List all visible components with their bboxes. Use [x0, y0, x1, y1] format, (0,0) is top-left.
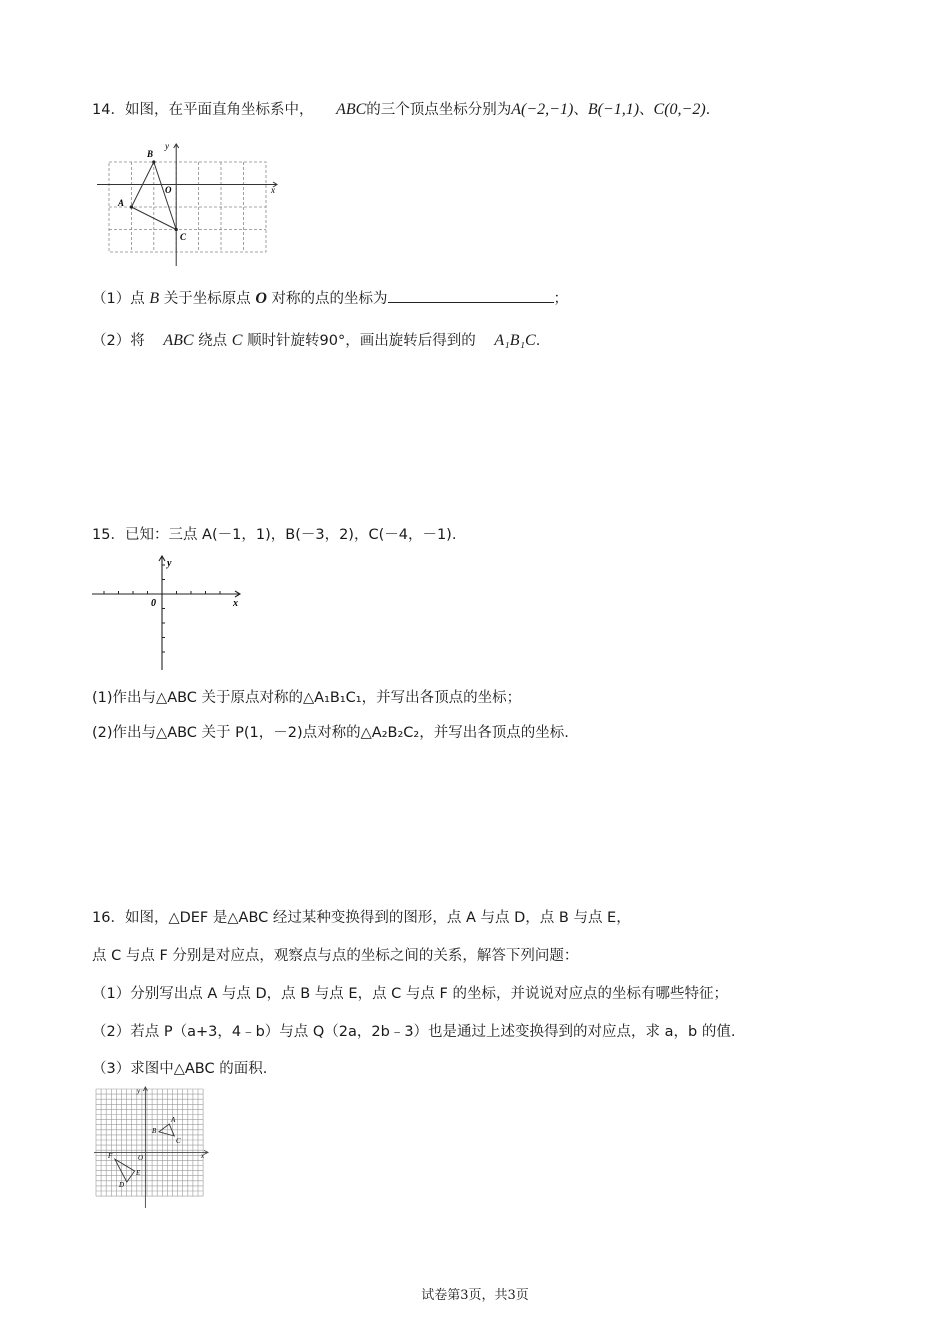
- q16-origin-label: O: [138, 1154, 144, 1162]
- q16-label-e: E: [136, 1169, 141, 1177]
- q16-line2: 点 C 与点 F 分别是对应点，观察点与点的坐标之间的关系，解答下列问题：: [92, 948, 579, 964]
- q14-coordinate-graph: [95, 140, 285, 270]
- q16-label-f: F: [108, 1152, 113, 1160]
- q16-part1: （1）分别写出点 A 与点 D，点 B 与点 E，点 C 与点 F 的坐标，并说说对应点的坐标有哪些特征；: [92, 986, 728, 1002]
- q16-y-label: y: [137, 1087, 141, 1095]
- q15-part1: (1)作出与△ABC 关于原点对称的△A₁B₁C₁，并写出各顶点的坐标；: [92, 690, 522, 706]
- q16-label-b: B: [152, 1127, 157, 1135]
- q15-y-label: y: [167, 558, 172, 569]
- q15-stem: 15．已知：三点 A(－1，1)，B(－3，2)，C(－4，－1).: [92, 527, 457, 543]
- q14-label-c: C: [180, 232, 187, 242]
- q14-label-a: A: [118, 198, 125, 208]
- q14-origin-label: O: [165, 185, 172, 195]
- q16-label-a: A: [171, 1116, 176, 1124]
- q14-x-label: x: [271, 185, 275, 195]
- q14-stem: 14．如图，在平面直角坐标系中， ABC的三个顶点坐标分别为A(−2,−1)、B(−1,1)、C(0,−2).: [92, 101, 711, 118]
- q15-coordinate-axes: [90, 552, 250, 674]
- q16-label-c: C: [176, 1137, 181, 1145]
- q15-x-label: x: [233, 598, 238, 609]
- q16-part3: （3）求图中△ABC 的面积.: [92, 1061, 268, 1077]
- q16-line1: 16．如图，△DEF 是△ABC 经过某种变换得到的图形，点 A 与点 D，点 B 与点 E，: [92, 910, 631, 926]
- q16-label-d: D: [119, 1181, 125, 1189]
- q14-answer-blank: [388, 288, 554, 303]
- q16-grid: [96, 1089, 203, 1196]
- q16-coordinate-graph: [92, 1085, 212, 1210]
- q16-x-label: x: [201, 1152, 205, 1160]
- q14-label-b: B: [147, 149, 154, 159]
- q14-y-label: y: [165, 141, 169, 151]
- q15-part2: (2)作出与△ABC 关于 P(1，－2)点对称的△A₂B₂C₂，并写出各顶点的坐标.: [92, 725, 569, 741]
- q14-part2: （2）将 ABC 绕点 C 顺时针旋转90°，画出旋转后得到的 A₁B₁C.: [92, 332, 541, 349]
- q14-part1: （1）点 B 关于坐标原点 O 对称的点的坐标为 ；: [92, 290, 569, 307]
- q16-part2: （2）若点 P（a+3，4﹣b）与点 Q（2a，2b﹣3）也是通过上述变换得到的对应点，求 a，b 的值.: [92, 1024, 736, 1040]
- q15-origin-label: 0: [151, 598, 156, 609]
- page-footer: 试卷第3页，共3页: [421, 1288, 529, 1303]
